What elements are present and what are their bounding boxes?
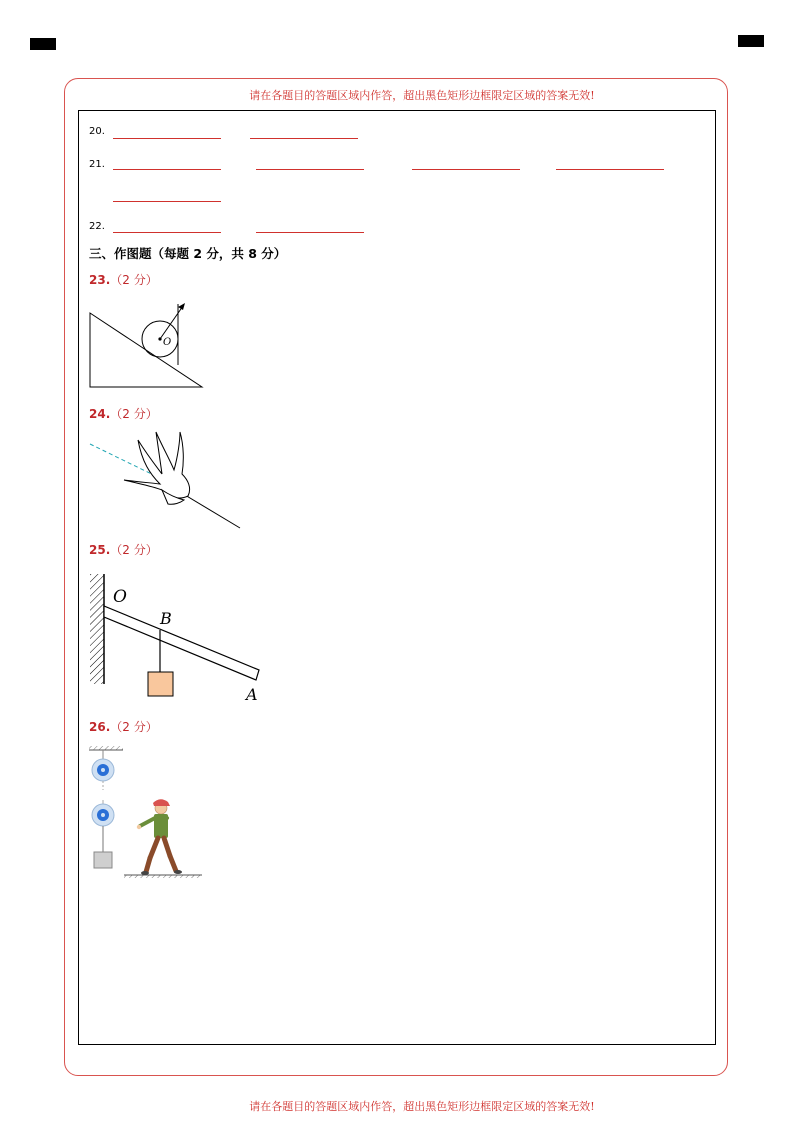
notice-bottom: 请在各题目的答题区域内作答，超出黑色矩形边框限定区域的答案无效! <box>249 1100 595 1113</box>
label-o-23: O <box>163 337 172 348</box>
label-b-25: B <box>160 609 172 628</box>
label-o-25: O <box>113 587 127 607</box>
question-24-number: 24. <box>89 407 111 421</box>
person-figure <box>137 799 182 875</box>
question-26-points: （2 分） <box>110 720 158 734</box>
question-22-number: 22. <box>89 221 105 232</box>
question-23-number: 23. <box>89 273 111 287</box>
question-21-number: 21. <box>89 159 105 170</box>
question-24-points: （2 分） <box>110 407 158 421</box>
question-23-points: （2 分） <box>110 273 158 287</box>
question-25-number: 25. <box>89 543 111 557</box>
question-25-points: （2 分） <box>110 543 158 557</box>
section-title: 三、作图题（每题 2 分，共 8 分） <box>89 246 287 261</box>
question-20-number: 20. <box>89 126 105 137</box>
label-a-25: A <box>246 685 258 704</box>
question-26-number: 26. <box>89 720 111 734</box>
notice-top: 请在各题目的答题区域内作答，超出黑色矩形边框限定区域的答案无效! <box>249 89 595 102</box>
